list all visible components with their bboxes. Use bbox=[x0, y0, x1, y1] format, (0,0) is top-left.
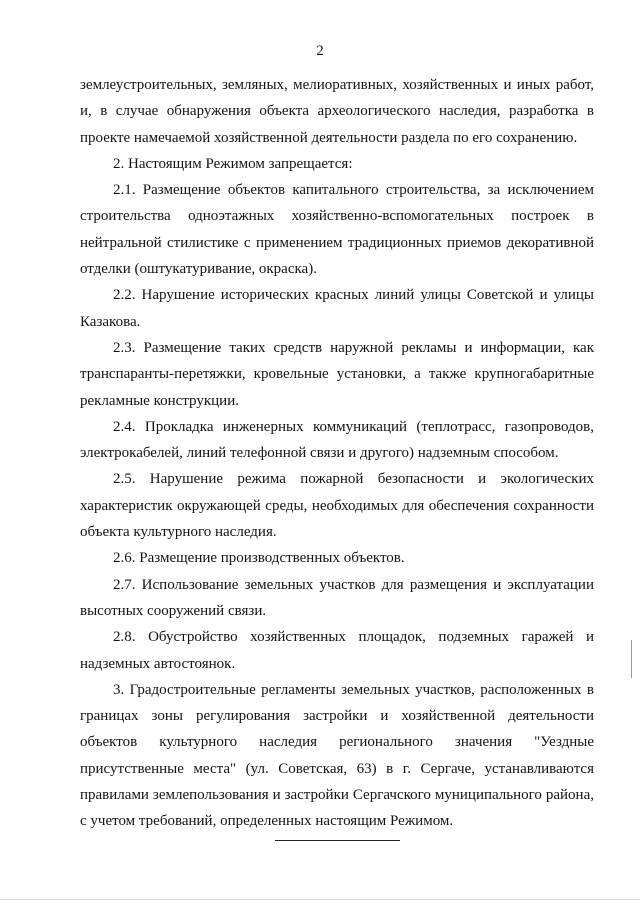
end-of-document-rule bbox=[275, 840, 400, 841]
paragraph-item-2-5: 2.5. Нарушение режима пожарной безопасности и экологических характеристик окружающей среды, необходимых для обеспечения сохранности объекта культурного наследия. bbox=[80, 471, 594, 541]
document-body bbox=[80, 72, 594, 835]
paragraph-continuation: землеустроительных, земляных, мелиоративных, хозяйственных и иных работ, и, в случае обнаружения объекта археологического наследия, разработка в проекте намечаемой хозяйственной деятельности раздела по его сохранению. bbox=[80, 77, 594, 146]
paragraph-section-2: 2. Настоящим Режимом запрещается: bbox=[113, 155, 353, 172]
paragraph-item-2-3: 2.3. Размещение таких средств наружной рекламы и информации, как транспаранты-перетяжки, кровельные установки, а также крупногабаритные рекламные конструкции. bbox=[80, 339, 594, 409]
paragraph-item-2-2: 2.2. Нарушение исторических красных линий улицы Советской и улицы Казакова. bbox=[80, 287, 594, 330]
paragraph-item-2-1: 2.1. Размещение объектов капитального строительства, за исключением строительства одноэтажных хозяйственно-вспомогательных построек в нейтральной стилистике с применением традиционных приемов декоративной отделки (оштукатуривание, окраска). bbox=[80, 182, 594, 278]
paragraph-section-3: 3. Градостроительные регламенты земельных участков, расположенных в границах зоны регулирования застройки и хозяйственной деятельности объектов культурного наследия регионального значения "Уездные присутственные места" (ул. Советская, 63) в г. Сергаче, устанавливаются правилами землепользования и застройки Сергачского муниципального района, с учетом требований, определенных настоящим Режимом. bbox=[80, 681, 594, 830]
scan-edge-mark bbox=[631, 640, 632, 678]
paragraph-item-2-4: 2.4. Прокладка инженерных коммуникаций (теплотрасс, газопроводов, электрокабелей, линий телефонной связи и другого) надземным способом. bbox=[80, 418, 594, 462]
scan-bottom-line bbox=[0, 899, 640, 900]
page-number: 2 bbox=[316, 43, 324, 59]
paragraph-item-2-8: 2.8. Обустройство хозяйственных площадок, подземных гаражей и надземных автостоянок. bbox=[80, 629, 594, 672]
paragraph-item-2-6: 2.6. Размещение производственных объектов. bbox=[113, 550, 405, 567]
paragraph-item-2-7: 2.7. Использование земельных участков для размещения и эксплуатации высотных сооружений связи. bbox=[80, 576, 594, 619]
